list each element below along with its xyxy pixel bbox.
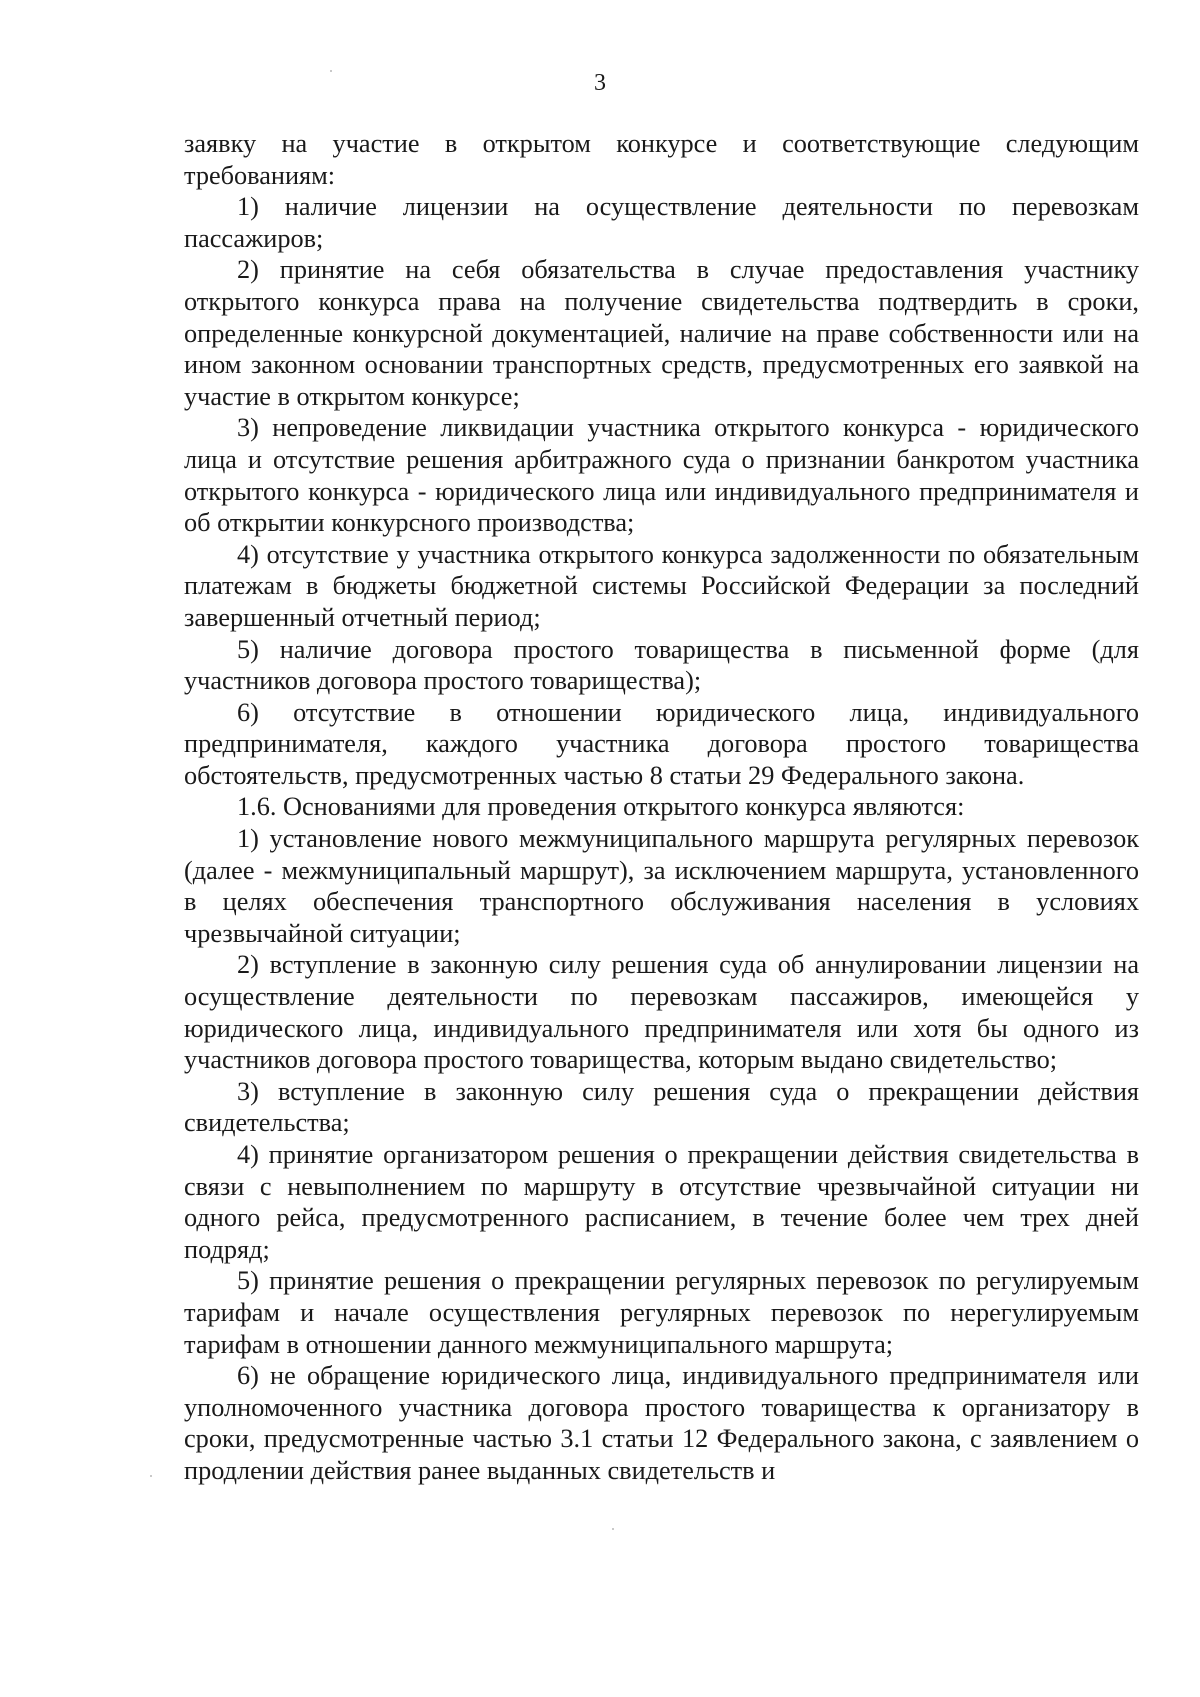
requirement-1: 1) наличие лицензии на осуществление деятельности по перевозкам пассажиров; <box>184 192 1139 253</box>
scan-speck <box>612 1528 614 1530</box>
basis-3: 3) вступление в законную силу решения суда о прекращении действия свидетельства; <box>184 1076 1139 1138</box>
requirement-5: 5) наличие договора простого товарищества в письменной форме (для участников договора простого товарищества); <box>184 634 1139 696</box>
requirement-3: 3) непроведение ликвидации участника открытого конкурса - юридического лица и отсутствие решения арбитражного суда о признании банкротом участника открытого конкурса - юридического лица или индивидуального предпринимателя и об открытии конкурсного производства; <box>184 413 1139 538</box>
requirement-4: 4) отсутствие у участника открытого конкурса задолженности по обязательным платежам в бюджеты бюджетной системы Российской Федерации за последний завершенный отчетный период; <box>184 539 1139 632</box>
paragraph-continuation: заявку на участие в открытом конкурсе и соответствующие следующим требованиям: <box>184 129 1139 190</box>
document-body <box>184 128 1139 1487</box>
requirement-6: 6) отсутствие в отношении юридического лица, индивидуального предпринимателя, каждого участника договора простого товарищества обстоятельств, предусмотренных частью 8 статьи 29 Федерального закона. <box>184 697 1139 790</box>
basis-2: 2) вступление в законную силу решения суда об аннулировании лицензии на осуществление деятельности по перевозкам пассажиров, имеющейся у юридического лица, индивидуального предпринимателя или хотя бы одного из участников договора простого товарищества, которым выдано свидетельство; <box>184 950 1139 1075</box>
basis-1: 1) установление нового межмуниципального маршрута регулярных перевозок (далее - межмуниципальный маршрут), за исключением маршрута, установленного в целях обеспечения транспортного обслуживания населения в условиях чрезвычайной ситуации; <box>184 824 1139 948</box>
basis-4: 4) принятие организатором решения о прекращении действия свидетельства в связи с невыполнением по маршруту в отсутствие чрезвычайной ситуации ни одного рейса, предусмотренного расписанием, в течение более чем трех дней подряд; <box>184 1140 1139 1264</box>
page-number: 3 <box>594 70 606 96</box>
basis-6: 6) не обращение юридического лица, индивидуального предпринимателя или уполномоченного участника договора простого товарищества к организатору в сроки, предусмотренные частью 3.1 статьи 12 Федерального закона, с заявлением о продлении действия ранее выданных свидетельств и <box>184 1361 1139 1485</box>
scan-speck <box>150 1475 152 1477</box>
requirement-2: 2) принятие на себя обязательства в случае предоставления участнику открытого конкурса права на получение свидетельства подтвердить в сроки, определенные конкурсной документацией, наличие на праве собственности или на ином законном основании транспортных средств, предусмотренных его заявкой на участие в открытом конкурсе; <box>184 255 1139 411</box>
section-heading-1-6: 1.6. Основаниями для проведения открытого конкурса являются: <box>237 792 965 822</box>
basis-5: 5) принятие решения о прекращении регулярных перевозок по регулируемым тарифам и начале осуществления регулярных перевозок по нерегулируемым тарифам в отношении данного межмуниципального маршрута; <box>184 1266 1139 1359</box>
